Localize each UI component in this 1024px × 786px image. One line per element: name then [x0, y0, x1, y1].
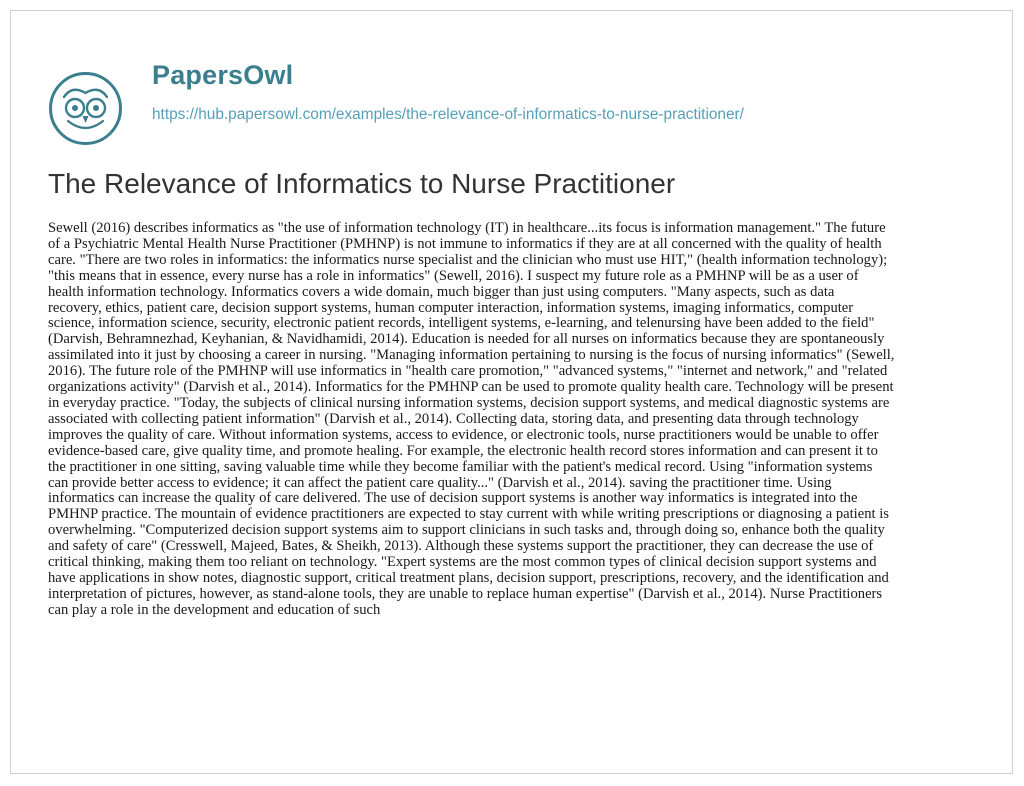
body-line: 2016). The future role of the PMHNP will use informatics in "health care promotion," "advanced systems," "internet and network," and "related	[48, 363, 888, 380]
body-line: interpretation of pictures, however, as stand-alone tools, they are unable to replace human expertise" (Darvish et al., 2014). Nurse Practitioners	[48, 585, 883, 602]
body-line: can provide better access to evidence; it can affect the patient care quality..." (Darvish et al., 2014). saving the practitioner time. Using	[48, 474, 832, 491]
body-line: of a Psychiatric Mental Health Nurse Practitioner (PMHNP) is not immune to informatics if they are at all concerned with the quality of health	[48, 235, 882, 252]
body-line: informatics can increase the quality of care delivered. The use of decision support systems is another way informatics is integrated into the	[48, 490, 858, 507]
body-line: overwhelming. "Computerized decision support systems aim to support clinicians in such tasks and, through doing so, enhance both the quality	[48, 522, 885, 539]
source-url-link[interactable]: https://hub.papersowl.com/examples/the-relevance-of-informatics-to-nurse-practitioner/	[152, 106, 744, 123]
body-line: care. "There are two roles in informatics: the informatics nurse specialist and the clinician who must use HIT," (health information technology);	[48, 251, 888, 268]
body-line: PMHNP practice. The mountain of evidence practitioners are expected to stay current with while writing prescriptions or diagnosing a patient is	[48, 506, 889, 523]
body-line: have applications in show notes, diagnostic support, critical treatment plans, decision support, prescriptions, recovery, and the identification and	[48, 569, 889, 586]
body-line: critical thinking, making them too reliant on technology. "Expert systems are the most common types of clinical decision support systems and	[48, 554, 877, 571]
body-line: health information technology. Informatics covers a wide domain, much bigger than just using computers. "Many aspects, such as data	[48, 283, 835, 300]
body-line: Sewell (2016) describes informatics as "the use of information technology (IT) in healthcare...its focus is information management." The future	[48, 220, 886, 236]
page-header	[0, 0, 1024, 160]
body-line: assimilated into it just by choosing a career in nursing. "Managing information pertaining to nursing is the focus of nursing informatics" (Sewell,	[48, 347, 895, 364]
body-line: the practitioner in one sitting, saving valuable time while they become familiar with the patient's medical record. Using "information systems	[48, 458, 873, 475]
body-line: recovery, ethics, patient care, decision support systems, human computer interaction, information systems, imaging informatics, computer	[48, 299, 854, 316]
body-line: "this means that in essence, every nurse has a role in informatics" (Sewell, 2016). I suspect my future role as a PMHNP will be as a user of	[48, 267, 859, 284]
body-line: (Darvish, Behramnezhad, Keyhanian, & Navidhamidi, 2014). Education is needed for all nurses on informatics because they are spontaneously	[48, 331, 885, 348]
body-line: organizations activity" (Darvish et al., 2014). Informatics for the PMHNP can be used to promote quality health care. Technology will be present	[48, 379, 894, 396]
document-title: The Relevance of Informatics to Nurse Practitioner	[48, 168, 676, 199]
owl-logo-icon	[48, 71, 123, 146]
body-line: science, information science, security, electronic patient records, intelligent systems, e-learning, and telenursing have been added to the field"	[48, 315, 875, 332]
body-line: improves the quality of care. Without information systems, access to evidence, or electronic tools, nurse practitioners would be unable to offer	[48, 426, 879, 443]
brand-name[interactable]: PapersOwl	[152, 60, 294, 90]
body-line: evidence-based care, give quality time, and promote healing. For example, the electronic health record stores information and can present it to	[48, 442, 878, 459]
document-body	[48, 221, 978, 619]
body-line: can play a role in the development and education of such	[48, 601, 381, 618]
body-line: and safety of care" (Cresswell, Majeed, Bates, & Sheikh, 2013). Although these systems support the practitioner, they can decrease the use of	[48, 538, 874, 555]
body-line: associated with collecting patient information" (Darvish et al., 2014). Collecting data, storing data, and presenting data through technology	[48, 410, 859, 427]
body-line: in everyday practice. "Today, the subjects of clinical nursing information systems, decision support systems, and medical diagnostic systems are	[48, 394, 890, 411]
